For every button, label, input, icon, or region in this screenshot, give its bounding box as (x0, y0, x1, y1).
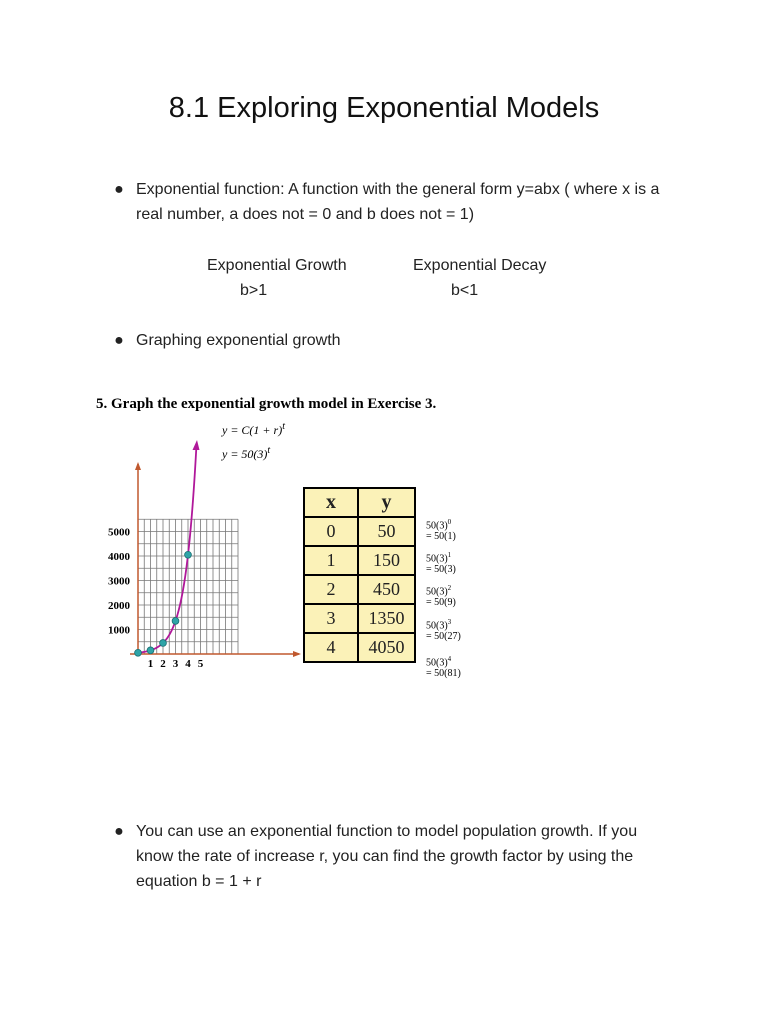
table-cell-y: 4050 (358, 633, 415, 662)
calc-3: $50(3)^3$ = 50(27) (426, 618, 461, 643)
x-tick-label: 5 (197, 658, 204, 670)
table-cell-y: 50 (358, 517, 415, 546)
values-table (303, 487, 416, 663)
exponential-growth-figure (94, 386, 488, 688)
x-tick-label: 4 (185, 658, 191, 670)
table-cell-y: 450 (358, 575, 415, 604)
bullet-dot: ● (114, 332, 124, 349)
table-cell-x: 1 (304, 546, 358, 575)
bullet-text: Graphing exponential growth (136, 332, 341, 349)
data-point (135, 649, 142, 656)
bullet-text: You can use an exponential function to model population growth. If you know the rate of increase r, you can find the growth factor by using the equation b = 1 + r (136, 823, 638, 890)
bullet-dot: ● (114, 181, 124, 198)
table-header-y: y (358, 488, 415, 517)
data-point (147, 647, 154, 654)
y-tick-label: 5000 (108, 526, 130, 539)
x-tick-label: 2 (160, 658, 166, 670)
bullet-graphing (112, 328, 672, 353)
chart-curve (138, 440, 200, 653)
data-point (172, 618, 179, 625)
growth-label: Exponential Growth (207, 257, 347, 274)
bullet-text: Exponential function: A function with the general form y=abx ( where x is a real number, a does not = 0 and b does not = 1) (136, 181, 660, 223)
table-row (304, 633, 415, 662)
table-cell-x: 4 (304, 633, 358, 662)
exponential-chart (94, 426, 304, 686)
bullet-population-growth (112, 819, 672, 894)
bullet-exponential-function (112, 177, 672, 227)
table-cell-x: 2 (304, 575, 358, 604)
bullet-dot: ● (114, 823, 124, 840)
x-axis-arrow (293, 651, 301, 657)
page-title: 8.1 Exploring Exponential Models (168, 92, 600, 124)
exponential-curve (138, 449, 196, 653)
table-row (304, 604, 415, 633)
y-tick-label: 4000 (108, 551, 130, 563)
table-cell-y: 150 (358, 546, 415, 575)
calc-1: $50(3)^1$ = 50(3) (426, 551, 456, 576)
table-header-x: x (304, 488, 358, 517)
table-row (304, 575, 415, 604)
decay-condition: b<1 (451, 282, 479, 299)
table-cell-x: 0 (304, 517, 358, 546)
growth-condition: b>1 (240, 282, 268, 299)
chart-grid (138, 519, 238, 654)
figure-heading: 5. Graph the exponential growth model in Exercise 3. (96, 396, 437, 412)
y-tick-label: 2000 (108, 600, 130, 612)
y-axis-arrow (135, 462, 141, 470)
x-tick-label: 3 (172, 658, 179, 670)
curve-arrow (193, 440, 200, 450)
table-row (304, 517, 415, 546)
y-tick-label: 1000 (108, 624, 130, 637)
calc-4: $50(3)^4$ = 50(81) (426, 655, 461, 680)
data-point (185, 551, 192, 558)
y-tick-label: 3000 (108, 575, 130, 588)
table-cell-x: 3 (304, 604, 358, 633)
table-cell-y: 1350 (358, 604, 415, 633)
calc-2: $50(3)^2$ = 50(9) (426, 584, 456, 609)
calc-0: $50(3)^0$ = 50(1) (426, 518, 456, 543)
data-point (160, 640, 167, 647)
decay-label: Exponential Decay (413, 257, 547, 274)
formula-general: $y = C(1 + r)^t$ (222, 421, 285, 437)
chart-axes (130, 462, 301, 657)
formula-specific: $y = 50(3)^t$ (222, 445, 271, 461)
x-tick-label: 1 (147, 658, 154, 670)
table-row (304, 546, 415, 575)
